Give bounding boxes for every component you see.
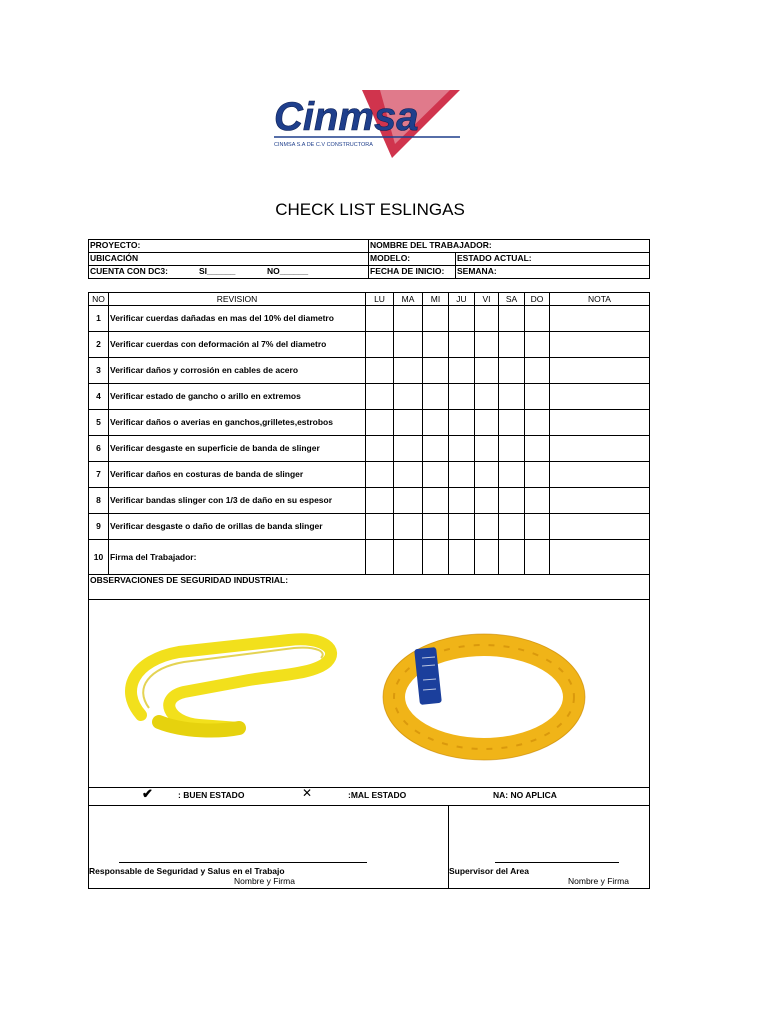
- note-cell[interactable]: [550, 358, 650, 384]
- table-row: [89, 488, 650, 514]
- check-cell[interactable]: [525, 436, 550, 462]
- check-cell[interactable]: [423, 436, 449, 462]
- round-sling-image: [383, 634, 585, 760]
- check-cell[interactable]: [475, 514, 499, 540]
- row-number: 3: [89, 358, 109, 384]
- check-cell[interactable]: [423, 488, 449, 514]
- cuenta-dc3-field: [89, 266, 369, 279]
- si-option: SI______: [199, 266, 236, 276]
- cuenta-dc3-label: CUENTA CON DC3:: [90, 266, 168, 276]
- row-revision: Verificar daños y corrosión en cables de acero: [109, 358, 366, 384]
- supervisor-sub-label: Nombre y Firma: [568, 876, 629, 886]
- check-cell[interactable]: [525, 462, 550, 488]
- check-cell[interactable]: [394, 358, 423, 384]
- header-nota: NOTA: [550, 293, 650, 306]
- signature-cell[interactable]: [394, 540, 423, 575]
- row-number: 1: [89, 306, 109, 332]
- note-cell[interactable]: [550, 514, 650, 540]
- check-cell[interactable]: [449, 436, 475, 462]
- row-revision: Verificar daños o averias en ganchos,grilletes,estrobos: [109, 410, 366, 436]
- check-cell[interactable]: [423, 384, 449, 410]
- ubicacion-field: UBICACIÓN: [89, 253, 369, 266]
- table-row: [89, 540, 650, 575]
- no-option: NO______: [267, 266, 309, 276]
- check-cell[interactable]: [423, 514, 449, 540]
- signature-cell[interactable]: [475, 540, 499, 575]
- check-cell[interactable]: [366, 436, 394, 462]
- note-cell[interactable]: [550, 436, 650, 462]
- row-revision: Verificar desgaste en superficie de banda de slinger: [109, 436, 366, 462]
- row-number: 8: [89, 488, 109, 514]
- check-cell[interactable]: [525, 488, 550, 514]
- check-cell[interactable]: [499, 384, 525, 410]
- responsable-label: Responsable de Seguridad y Salus en el Trabajo: [89, 866, 285, 876]
- table-row: [89, 436, 650, 462]
- check-cell[interactable]: [499, 358, 525, 384]
- signature-cell[interactable]: [499, 540, 525, 575]
- row-revision: Verificar cuerdas dañadas en mas del 10% del diametro: [109, 306, 366, 332]
- check-cell[interactable]: [475, 306, 499, 332]
- header-revision: REVISION: [109, 293, 366, 306]
- check-cell[interactable]: [366, 332, 394, 358]
- note-cell[interactable]: [550, 540, 650, 575]
- legend-row: [89, 788, 650, 806]
- semana-field: SEMANA:: [456, 266, 650, 279]
- check-cell[interactable]: [366, 306, 394, 332]
- check-cell[interactable]: [423, 358, 449, 384]
- logo-subtitle: CINMSA S.A DE C.V CONSTRUCTORA: [274, 142, 373, 148]
- header-vi: VI: [475, 293, 499, 306]
- note-cell[interactable]: [550, 462, 650, 488]
- row-number: 4: [89, 384, 109, 410]
- header-ma: MA: [394, 293, 423, 306]
- check-cell[interactable]: [449, 306, 475, 332]
- table-header: [89, 293, 650, 306]
- check-cell[interactable]: [449, 462, 475, 488]
- header-sa: SA: [499, 293, 525, 306]
- worker-signature-label: Firma del Trabajador:: [109, 540, 366, 575]
- note-cell[interactable]: [550, 384, 650, 410]
- check-icon: ✔: [142, 786, 153, 801]
- check-cell[interactable]: [499, 462, 525, 488]
- header-mi: MI: [423, 293, 449, 306]
- signature-right[interactable]: [449, 806, 650, 889]
- row-number: 10: [89, 540, 109, 575]
- check-cell[interactable]: [475, 410, 499, 436]
- check-cell[interactable]: [394, 332, 423, 358]
- table-row: [89, 410, 650, 436]
- check-cell[interactable]: [449, 384, 475, 410]
- page-title: CHECK LIST ESLINGAS: [275, 200, 465, 219]
- checklist-table: [88, 292, 650, 889]
- note-cell[interactable]: [550, 332, 650, 358]
- check-cell[interactable]: [475, 358, 499, 384]
- check-cell[interactable]: [525, 514, 550, 540]
- check-cell[interactable]: [475, 488, 499, 514]
- check-cell[interactable]: [423, 410, 449, 436]
- signature-line-left: [119, 862, 367, 863]
- logo-brand: Cinmsa: [274, 95, 419, 139]
- check-cell[interactable]: [366, 514, 394, 540]
- check-cell[interactable]: [475, 384, 499, 410]
- check-cell[interactable]: [499, 306, 525, 332]
- check-cell[interactable]: [366, 462, 394, 488]
- check-cell[interactable]: [394, 514, 423, 540]
- company-logo: [270, 86, 465, 160]
- table-row: [89, 514, 650, 540]
- check-cell[interactable]: [366, 384, 394, 410]
- check-cell[interactable]: [366, 488, 394, 514]
- estado-actual-field: ESTADO ACTUAL:: [456, 253, 650, 266]
- mal-estado-label: :MAL ESTADO: [348, 790, 407, 800]
- check-cell[interactable]: [366, 410, 394, 436]
- table-row: [89, 306, 650, 332]
- check-cell[interactable]: [499, 436, 525, 462]
- signature-cell[interactable]: [366, 540, 394, 575]
- check-cell[interactable]: [499, 488, 525, 514]
- signature-cell[interactable]: [449, 540, 475, 575]
- row-number: 9: [89, 514, 109, 540]
- buen-estado-label: : BUEN ESTADO: [178, 790, 245, 800]
- header-no: NO: [89, 293, 109, 306]
- header-ju: JU: [449, 293, 475, 306]
- row-number: 5: [89, 410, 109, 436]
- note-cell[interactable]: [550, 488, 650, 514]
- check-cell[interactable]: [394, 384, 423, 410]
- table-row: [89, 332, 650, 358]
- check-cell[interactable]: [394, 306, 423, 332]
- row-revision: Verificar desgaste o daño de orillas de banda slinger: [109, 514, 366, 540]
- check-cell[interactable]: [449, 332, 475, 358]
- check-cell[interactable]: [449, 410, 475, 436]
- check-cell[interactable]: [475, 332, 499, 358]
- no-aplica-label: NA: NO APLICA: [493, 790, 557, 800]
- table-row: [89, 358, 650, 384]
- check-cell[interactable]: [475, 436, 499, 462]
- check-cell[interactable]: [449, 488, 475, 514]
- table-row: [89, 462, 650, 488]
- responsable-sub-label: Nombre y Firma: [234, 876, 295, 886]
- header-do: DO: [525, 293, 550, 306]
- check-cell[interactable]: [525, 306, 550, 332]
- check-cell[interactable]: [449, 514, 475, 540]
- x-icon: ✕: [302, 786, 313, 800]
- row-revision: Verificar estado de gancho o arillo en extremos: [109, 384, 366, 410]
- check-cell[interactable]: [499, 332, 525, 358]
- header-lu: LU: [366, 293, 394, 306]
- note-cell[interactable]: [550, 306, 650, 332]
- check-cell[interactable]: [394, 462, 423, 488]
- row-revision: Verificar bandas slinger con 1/3 de daño en su espesor: [109, 488, 366, 514]
- table-row: [89, 384, 650, 410]
- check-cell[interactable]: [525, 332, 550, 358]
- check-cell[interactable]: [423, 332, 449, 358]
- check-cell[interactable]: [525, 410, 550, 436]
- check-cell[interactable]: [423, 462, 449, 488]
- check-cell[interactable]: [525, 358, 550, 384]
- row-number: 2: [89, 332, 109, 358]
- signature-cell[interactable]: [423, 540, 449, 575]
- supervisor-label: Supervisor del Area: [449, 866, 529, 876]
- info-table: [88, 239, 650, 279]
- observaciones-field[interactable]: OBSERVACIONES DE SEGURIDAD INDUSTRIAL:: [89, 575, 650, 600]
- fecha-inicio-field: FECHA DE INICIO:: [369, 266, 456, 279]
- row-number: 6: [89, 436, 109, 462]
- signature-left[interactable]: [89, 806, 449, 889]
- sling-images: [89, 600, 650, 788]
- modelo-field: MODELO:: [369, 253, 456, 266]
- note-cell[interactable]: [550, 410, 650, 436]
- check-cell[interactable]: [499, 410, 525, 436]
- nombre-trabajador-field: NOMBRE DEL TRABAJADOR:: [369, 240, 650, 253]
- row-revision: Verificar daños en costuras de banda de slinger: [109, 462, 366, 488]
- check-cell[interactable]: [366, 358, 394, 384]
- row-number: 7: [89, 462, 109, 488]
- check-cell[interactable]: [475, 462, 499, 488]
- signature-line-right: [495, 862, 619, 863]
- web-sling-image: [131, 639, 331, 730]
- check-cell[interactable]: [499, 514, 525, 540]
- check-cell[interactable]: [394, 410, 423, 436]
- proyecto-field: PROYECTO:: [89, 240, 369, 253]
- check-cell[interactable]: [525, 384, 550, 410]
- check-cell[interactable]: [394, 436, 423, 462]
- signature-cell[interactable]: [525, 540, 550, 575]
- row-revision: Verificar cuerdas con deformación al 7% del diametro: [109, 332, 366, 358]
- check-cell[interactable]: [394, 488, 423, 514]
- check-cell[interactable]: [449, 358, 475, 384]
- check-cell[interactable]: [423, 306, 449, 332]
